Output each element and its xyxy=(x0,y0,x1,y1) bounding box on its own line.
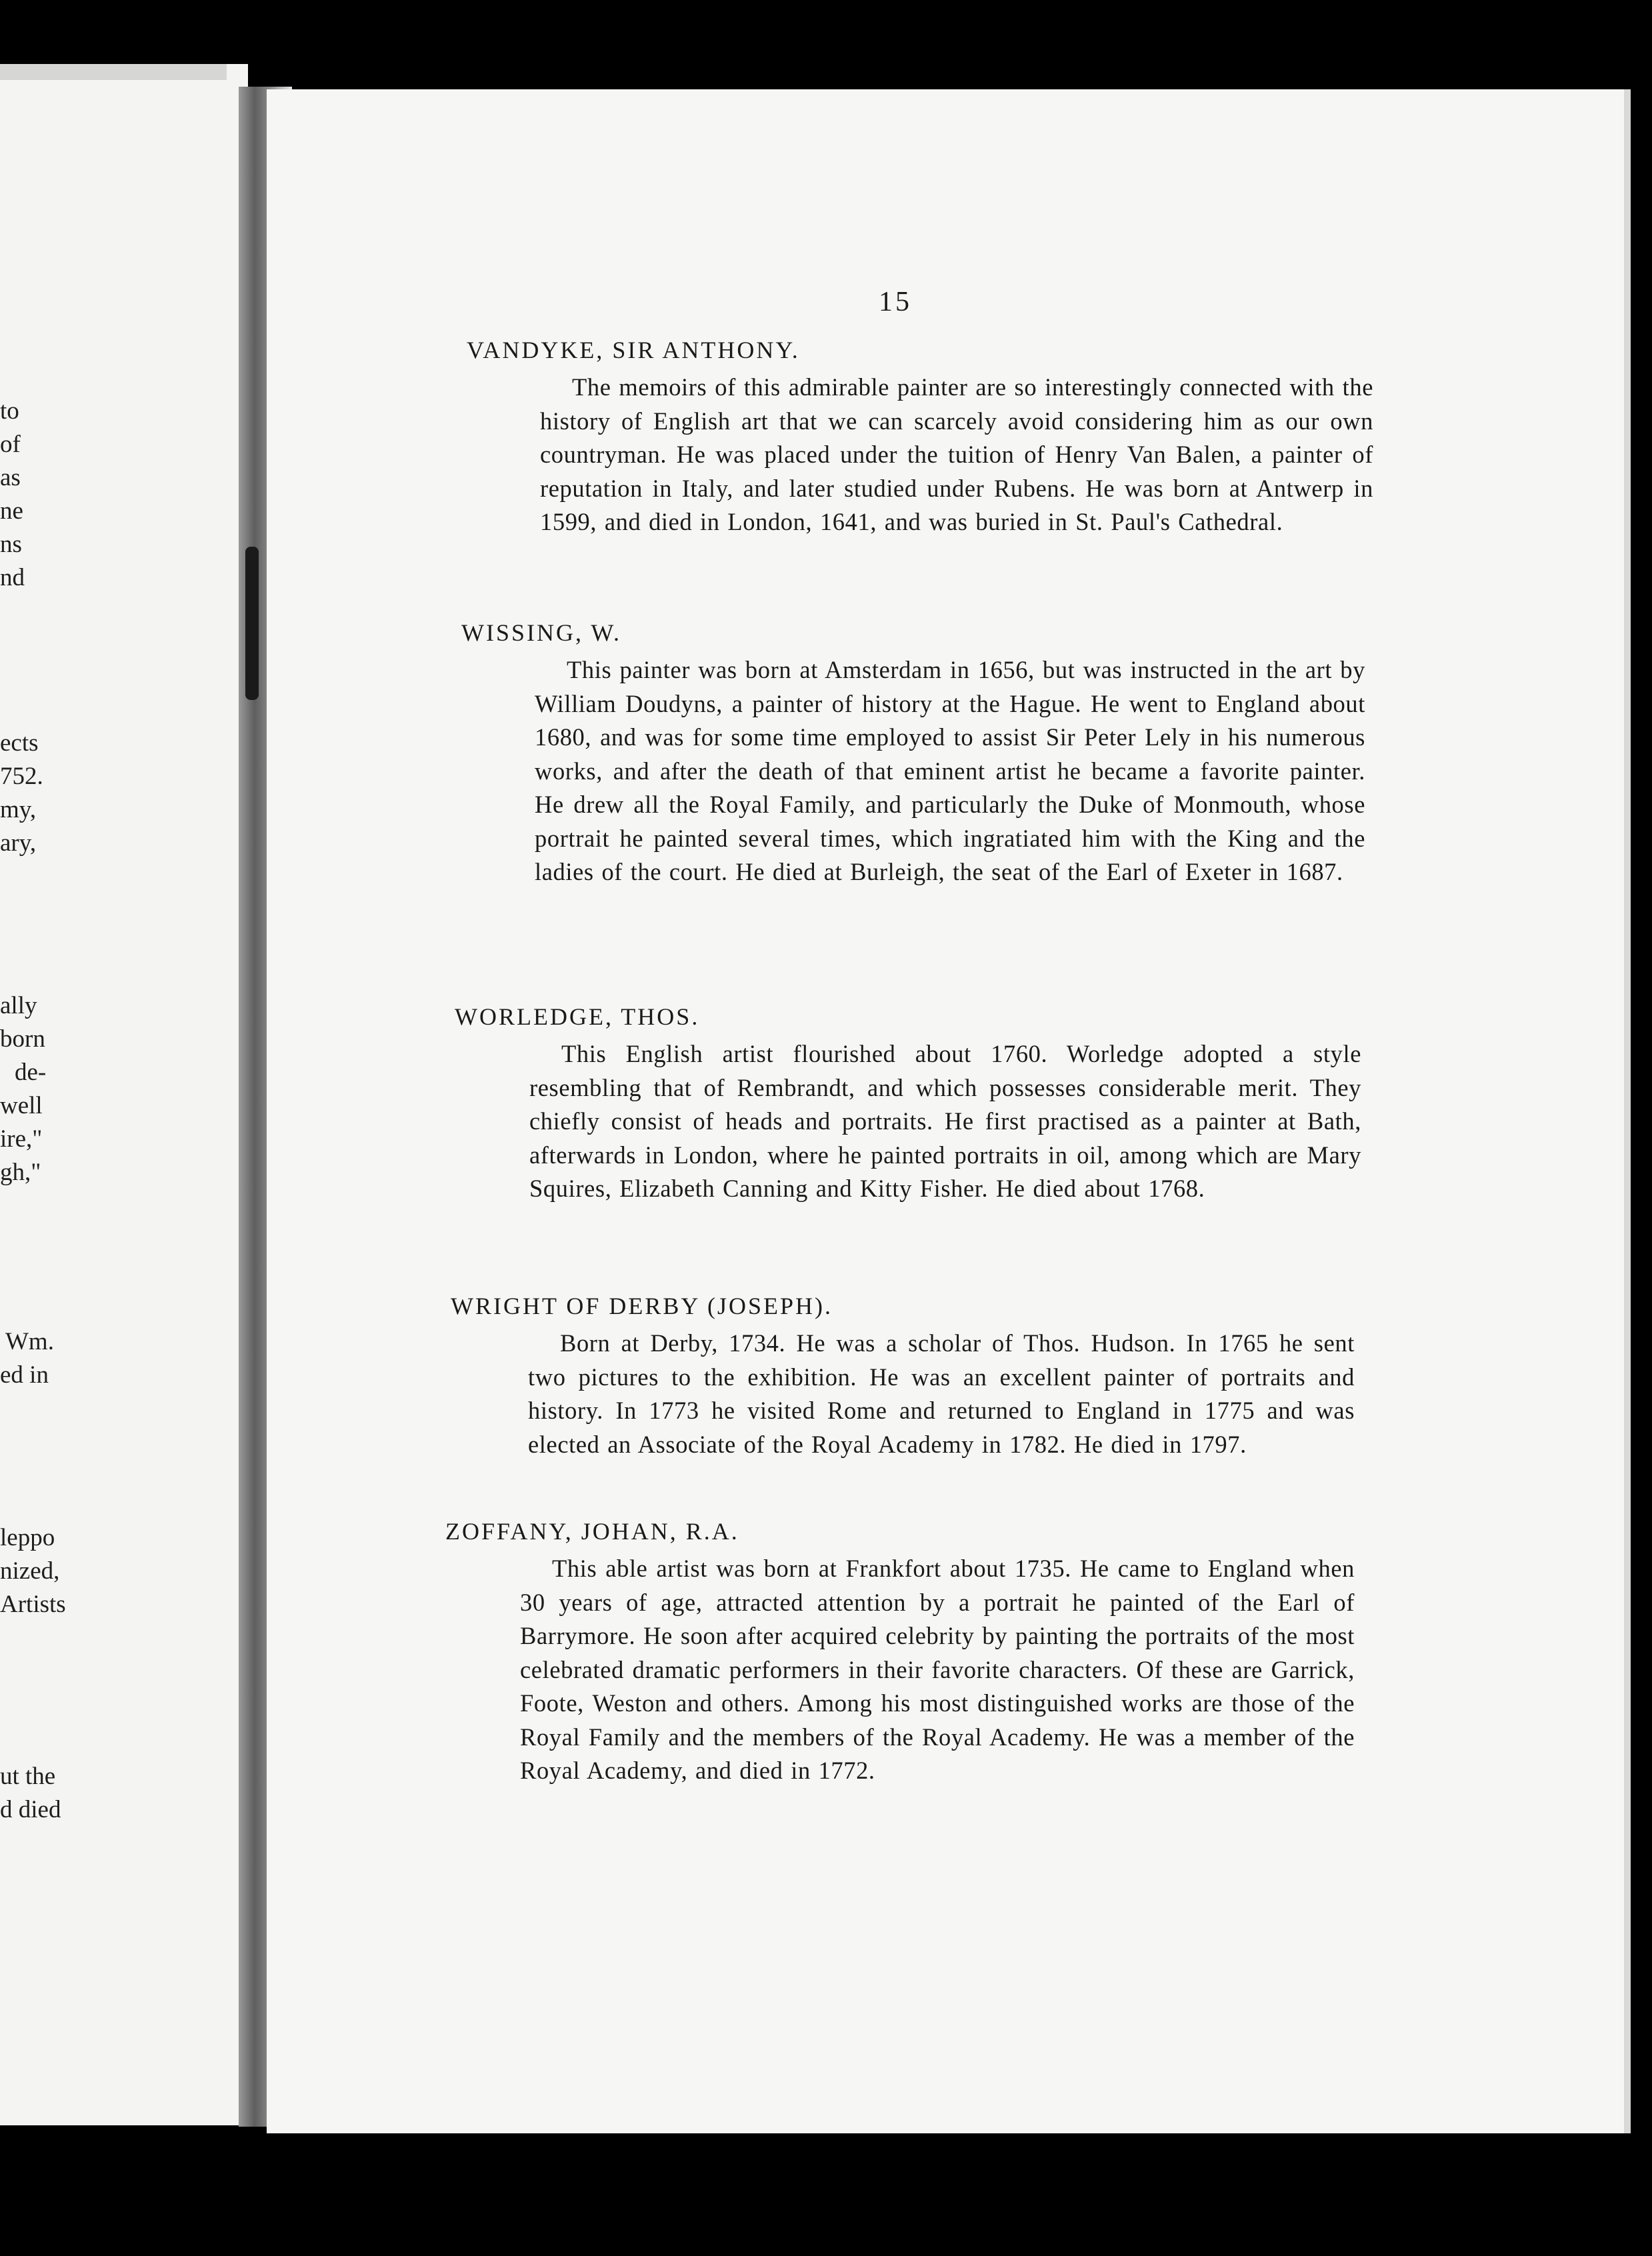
facing-page-fragment: ne xyxy=(0,497,23,525)
facing-page-fragment: as xyxy=(0,464,21,491)
facing-page-fragment: of xyxy=(0,431,21,458)
facing-page-fragment: ns xyxy=(0,531,22,558)
entry-heading: VANDYKE, SIR ANTHONY. xyxy=(467,337,800,363)
entry-body: This able artist was born at Frankfort about 1735. He came to England when 30 years of age, attracted attention by a portrait he painted of the Earl of Barrymore. He soon after acquired celebrity by painting the portraits of the most celebrated dramatic performers in their favorite characters. Of these are Garrick, Foote, Weston and others. Among his most distinguished works are those of the Royal Family and the members of the Royal Academy. He was a member of the Royal Academy, and died in 1772. xyxy=(520,1555,1355,1784)
facing-page-fragment: nd xyxy=(0,564,25,591)
entry-heading: WORLEDGE, THOS. xyxy=(455,1003,700,1030)
facing-page-fragment: d died xyxy=(0,1796,61,1823)
facing-page-fragment: Wm. xyxy=(5,1328,54,1355)
entry-worledge xyxy=(455,999,1361,1206)
facing-page-fragment: ally xyxy=(0,992,37,1019)
facing-page-fragment: ut the xyxy=(0,1763,56,1790)
facing-page-fragment: nized, xyxy=(0,1557,60,1585)
facing-page-fragment: ire," xyxy=(0,1125,43,1153)
entry-heading: WRIGHT OF DERBY (JOSEPH). xyxy=(451,1293,833,1319)
facing-page-fragment: de- xyxy=(15,1059,47,1086)
entry-vandyke xyxy=(467,332,1373,539)
entry-wright-of-derby xyxy=(451,1288,1355,1461)
facing-page-fragment: my, xyxy=(0,796,37,823)
facing-page-fragment: ects xyxy=(0,729,39,757)
entry-body: This painter was born at Amsterdam in 1656, but was instructed in the art by William Doudyns, a painter of history at the Hague. He went to England about 1680, and was for some time employed to assist Sir Peter Lely in his numerous works, and after the death of that eminent artist he became a favorite painter. He drew all the Royal Family, and particularly the Duke of Monmouth, whose portrait he painted several times, which ingratiated him with the King and the ladies of the court. He died at Burleigh, the seat of the Earl of Exeter in 1687. xyxy=(535,656,1365,885)
facing-page-fragment: to xyxy=(0,397,19,425)
entry-body: Born at Derby, 1734. He was a scholar of Thos. Hudson. In 1765 he sent two pictures to the exhibition. He was an excellent painter of portraits and history. In 1773 he visited Rome and returned to England in 1775 and was elected an Associate of the Royal Academy in 1782. He died in 1797. xyxy=(528,1329,1355,1458)
facing-page-fragment: gh," xyxy=(0,1159,41,1186)
entry-body: This English artist flourished about 1760. Worledge adopted a style resembling that of Rembrandt, and which possesses considerable merit. They chiefly consist of heads and portraits. He first practised as a painter at Bath, afterwards in London, where he painted portraits in oil, among which are Mary Squires, Elizabeth Canning and Kitty Fisher. He died about 1768. xyxy=(529,1040,1361,1202)
facing-page-fragment: leppo xyxy=(0,1524,55,1551)
entry-body: The memoirs of this admirable painter are so interestingly connected with the history of English art that we can scarcely avoid considering him as our own countryman. He was placed under the tuition of Henry Van Balen, a painter of reputation in Italy, and later studied under Rubens. He was born at Antwerp in 1599, and died in London, 1641, and was buried in St. Paul's Cathedral. xyxy=(540,373,1373,535)
facing-page-fragment: Artists xyxy=(0,1591,66,1618)
facing-page-fragment: ary, xyxy=(0,829,37,857)
entry-wissing xyxy=(461,615,1365,889)
facing-page-fragment: ed in xyxy=(0,1361,49,1389)
facing-page-fragment: well xyxy=(0,1092,43,1119)
entry-heading: WISSING, W. xyxy=(461,619,622,646)
entry-heading: ZOFFANY, JOHAN, R.A. xyxy=(445,1518,739,1545)
entry-zoffany xyxy=(445,1513,1355,1788)
facing-page-fragment: 752. xyxy=(0,763,43,790)
facing-page-fragment: born xyxy=(0,1025,45,1053)
page-number: 15 xyxy=(879,287,912,317)
